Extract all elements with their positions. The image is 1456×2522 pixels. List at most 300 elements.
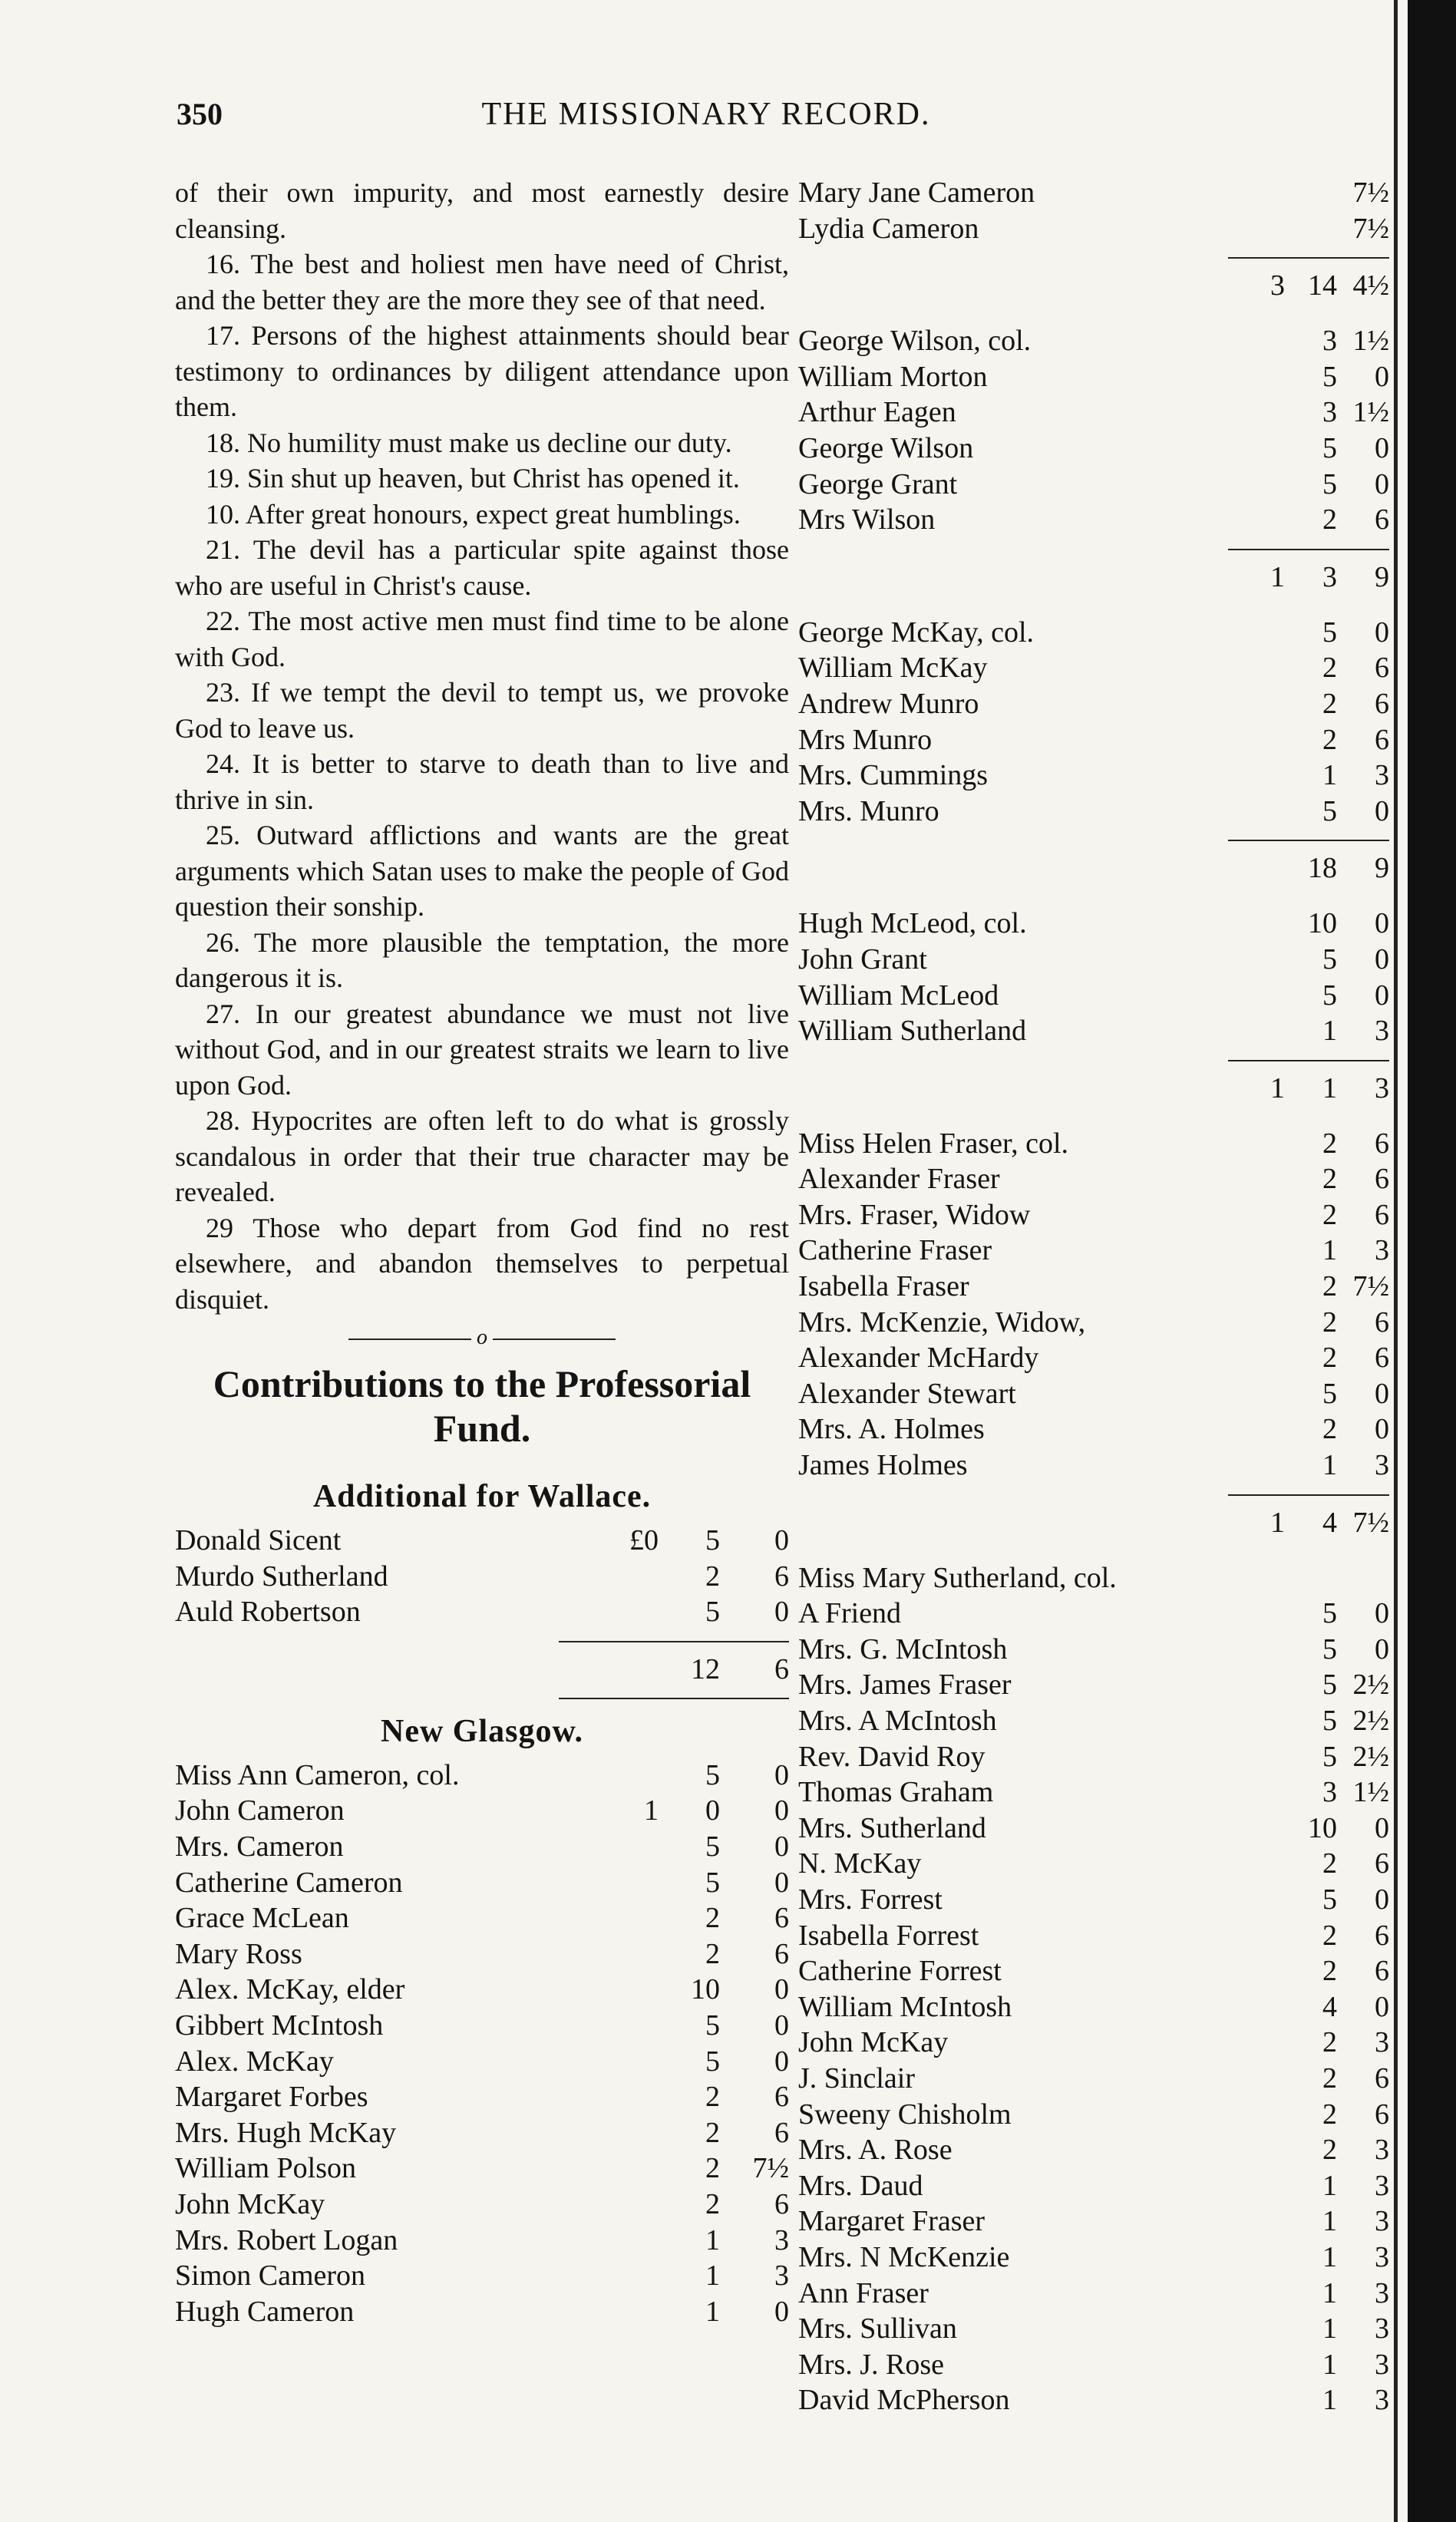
amount-a: [1231, 2382, 1285, 2418]
contributor-name: Alex. McKay: [175, 2045, 334, 2078]
amount-b: 5: [1322, 616, 1337, 649]
amount-a: [589, 2258, 659, 2294]
amount-b: 2: [1322, 1413, 1337, 1446]
amount-a: [1231, 431, 1285, 467]
amount-a: [1231, 1703, 1285, 1739]
amount-a: 1: [644, 1794, 659, 1827]
amount-c: 1½: [1352, 396, 1389, 429]
total-b: 12: [691, 1652, 720, 1685]
contribution-row: [798, 2203, 1389, 2240]
total-row: [798, 850, 1389, 886]
contribution-row: [798, 175, 1389, 211]
amount-b: 5: [705, 1866, 720, 1899]
wallace-heading: Additional for Wallace.: [312, 1479, 652, 1514]
amount-b: 1: [705, 2260, 720, 2293]
amount-a: [1231, 1953, 1285, 1989]
essay-paragraph: 10. After great honours, expect great humblings.: [206, 498, 741, 530]
contributor-name: Margaret Fraser: [798, 2205, 986, 2238]
amount-b: 0: [705, 1794, 720, 1827]
amount-c: 6: [1375, 723, 1389, 756]
amount-c: 3: [1375, 2312, 1389, 2345]
contributor-name: Alexander McHardy: [798, 1342, 1039, 1375]
section-divider: o: [175, 1320, 789, 1355]
contribution-row: [798, 431, 1389, 467]
essay-paragraph: 27. In our greatest abundance we must not live without God, and in our greatest straits we learn to live upon God.: [175, 998, 789, 1101]
contribution-row: [175, 1865, 789, 1901]
amount-a: [1231, 1233, 1285, 1269]
amount-a: [1231, 2311, 1285, 2347]
total-a: 1: [1270, 560, 1285, 593]
amount-b: 1: [705, 2223, 720, 2256]
amount-b: 1: [1322, 2384, 1337, 2417]
contributor-name: Alex. McKay, elder: [175, 1973, 405, 2006]
amount-a: [1231, 2203, 1285, 2240]
amount-a: [1231, 1411, 1285, 1448]
page-header: [177, 96, 1082, 142]
amount-c: 0: [1375, 1883, 1389, 1916]
total-rule: [1228, 1060, 1389, 1061]
contributor-name: John Cameron: [175, 1794, 345, 1827]
contributor-name: Mrs Wilson: [798, 503, 936, 536]
contributor-name: Simon Cameron: [175, 2260, 366, 2293]
amount-b: 1: [1322, 1234, 1337, 1267]
contributor-name: George Grant: [798, 467, 958, 500]
amount-a: [1231, 323, 1285, 359]
amount-c: 6: [1375, 1127, 1389, 1160]
amount-b: 5: [1322, 1377, 1337, 1410]
amount-b: 2: [1322, 1847, 1337, 1880]
contributor-name: William McIntosh: [798, 1990, 1012, 2023]
contributor-name: William McLeod: [798, 979, 999, 1012]
amount-a: [1231, 1448, 1285, 1484]
contribution-row: [798, 1953, 1389, 1989]
contributor-name: Mrs. G. McIntosh: [798, 1632, 1008, 1665]
amount-a: [589, 2151, 659, 2187]
essay-paragraph: 26. The more plausible the temptation, the more dangerous it is.: [175, 926, 789, 993]
amount-a: [1231, 1161, 1285, 1197]
amount-a: [589, 1758, 659, 1794]
essay-paragraph: 23. If we tempt the devil to tempt us, we provoke God to leave us.: [175, 677, 789, 744]
amount-a: [1231, 1989, 1285, 2025]
amount-c: 3: [1375, 1015, 1389, 1048]
amount-a: [589, 1865, 659, 1901]
amount-c: 6: [1375, 652, 1389, 685]
essay-paragraph: 25. Outward afflictions and wants are the great arguments which Satan uses to make the people of God question their sonship.: [175, 820, 789, 922]
contribution-row: [798, 1989, 1389, 2025]
amount-a: [1231, 1918, 1285, 1954]
amount-a: £0: [629, 1524, 659, 1556]
contributor-name: Mrs. Sutherland: [798, 1811, 986, 1844]
group-gap: [798, 1106, 1389, 1126]
amount-c: 6: [1375, 1919, 1389, 1952]
amount-b: 1: [1322, 1449, 1337, 1482]
amount-a: [1231, 502, 1285, 538]
amount-c: 0: [1375, 431, 1389, 464]
amount-a: [1231, 686, 1285, 722]
contributor-name: Mrs. McKenzie, Widow,: [798, 1306, 1086, 1339]
amount-c: 6: [1375, 1955, 1389, 1988]
essay-paragraph: 22. The most active men must find time to be alone with God.: [175, 606, 789, 672]
contribution-row: [175, 1829, 789, 1865]
amount-c: 2½: [1352, 1740, 1389, 1773]
section-title: Contributions to the Professorial Fund.: [213, 1362, 751, 1450]
contributor-name: Hugh McLeod, col.: [798, 907, 1027, 940]
amount-c: 6: [774, 1902, 789, 1935]
amount-a: [1231, 467, 1285, 503]
amount-a: [1231, 722, 1285, 758]
amount-b: 2: [705, 1902, 720, 1935]
running-head: THE MISSIONARY RECORD.: [481, 97, 931, 132]
total-row: [798, 1071, 1389, 1106]
amount-c: 3: [1375, 1449, 1389, 1482]
amount-c: 6: [774, 2081, 789, 2114]
amount-c: 0: [774, 1973, 789, 2006]
amount-a: [1231, 2347, 1285, 2383]
contribution-row: [798, 1448, 1389, 1484]
amount-b: 1: [1322, 2276, 1337, 2309]
amount-b: [1285, 175, 1337, 211]
total-spacer: [798, 268, 1231, 303]
contribution-row: [798, 359, 1389, 395]
amount-a: [1231, 2240, 1285, 2276]
amount-a: [1231, 1774, 1285, 1811]
contributor-name: Isabella Fraser: [798, 1270, 969, 1303]
contribution-row: [175, 1758, 789, 1794]
amount-a: [1231, 1126, 1285, 1162]
amount-b: 5: [1322, 979, 1337, 1012]
contributor-name: Mrs. Forrest: [798, 1883, 943, 1916]
amount-a: [1231, 1376, 1285, 1412]
amount-b: 5: [705, 1830, 720, 1863]
amount-c: 6: [1375, 503, 1389, 536]
amount-b: 2: [1322, 1270, 1337, 1303]
amount-b: [1285, 1560, 1337, 1596]
amount-c: 6: [1375, 1163, 1389, 1196]
amount-a: [1231, 1013, 1285, 1049]
contributor-name: Mrs. Cameron: [175, 1830, 344, 1863]
amount-a: [1231, 1340, 1285, 1376]
group-gap: [798, 303, 1389, 323]
amount-a: [589, 2294, 659, 2330]
total-row: [798, 560, 1389, 595]
amount-a: [589, 2223, 659, 2259]
contributor-name: Mrs Munro: [798, 723, 933, 756]
contributor-name: Mrs. Munro: [798, 794, 939, 827]
amount-c: 2½: [1352, 1705, 1389, 1737]
contribution-row: [175, 2044, 789, 2080]
contributor-name: Gibbert McIntosh: [175, 2009, 384, 2042]
amount-c: 3: [774, 2260, 789, 2293]
page-number: 350: [177, 97, 223, 131]
amount-a: [1231, 1560, 1285, 1596]
amount-b: 4: [1322, 1990, 1337, 2023]
contributor-name: Mrs. Cummings: [798, 759, 989, 792]
amount-a: [1231, 1739, 1285, 1775]
contribution-row: [798, 1596, 1389, 1632]
amount-b: [1285, 211, 1337, 247]
amount-a: [1231, 758, 1285, 794]
amount-c: 0: [774, 1794, 789, 1827]
amount-a: [589, 2187, 659, 2223]
amount-a: [589, 1559, 659, 1595]
amount-b: 2: [705, 1937, 720, 1970]
amount-b: 3: [1322, 325, 1337, 358]
contribution-row: [798, 2097, 1389, 2133]
contribution-row: [175, 1559, 789, 1595]
contributor-name: Andrew Munro: [798, 687, 979, 720]
amount-a: [1231, 2025, 1285, 2061]
amount-a: [1231, 1811, 1285, 1847]
contribution-row: [798, 942, 1389, 978]
contributor-name: Isabella Forrest: [798, 1919, 979, 1952]
essay-paragraph: 29 Those who depart from God find no rest elsewhere, and abandon themselves to perpetual disquiet.: [175, 1212, 789, 1315]
group-gap: [798, 1540, 1389, 1560]
contribution-row: [175, 1972, 789, 2008]
total-rule: [559, 1641, 789, 1642]
contributor-name: Mrs. A McIntosh: [798, 1705, 997, 1737]
contribution-row: [175, 2294, 789, 2330]
amount-c: 3: [1375, 759, 1389, 792]
contribution-row: [175, 2223, 789, 2259]
group-gap: [798, 595, 1389, 615]
total-rule: [1228, 840, 1389, 841]
amount-c: 0: [1375, 794, 1389, 827]
amount-b: 1: [1322, 2169, 1337, 2202]
amount-c: 3: [1375, 2205, 1389, 2238]
amount-b: 5: [1322, 1740, 1337, 1773]
amount-b: 2: [1322, 687, 1337, 720]
contribution-row: [798, 2025, 1389, 2061]
contributor-name: Hugh Cameron: [175, 2295, 355, 2328]
contribution-row: [175, 2258, 789, 2294]
amount-c: 6: [774, 1937, 789, 1970]
amount-c: 0: [1375, 942, 1389, 975]
total-spacer: [798, 1505, 1231, 1540]
left-column: [175, 175, 789, 2329]
amount-c: 6: [1375, 1847, 1389, 1880]
amount-c: 3: [1375, 2240, 1389, 2273]
contribution-row: [798, 1846, 1389, 1882]
amount-b: 5: [705, 1596, 720, 1629]
amount-c: 3: [1375, 1234, 1389, 1267]
amount-b: 1: [1322, 2312, 1337, 2345]
amount-c: 6: [1375, 2098, 1389, 2131]
amount-b: 1: [1322, 2348, 1337, 2381]
contribution-row: [798, 1197, 1389, 1233]
contributor-name: James Holmes: [798, 1449, 968, 1482]
contribution-row: [798, 758, 1389, 794]
amount-b: 2: [1322, 2062, 1337, 2095]
contributor-name: Sweeny Chisholm: [798, 2098, 1012, 2131]
contribution-row: [798, 650, 1389, 686]
contribution-row: [798, 1667, 1389, 1703]
contribution-row: [798, 794, 1389, 830]
total-c: 3: [1375, 1071, 1389, 1104]
amount-a: [1231, 2132, 1285, 2168]
amount-b: 3: [1322, 1776, 1337, 1809]
contribution-row: [798, 686, 1389, 722]
contributor-name: Ann Fraser: [798, 2276, 929, 2309]
amount-c: 0: [1375, 360, 1389, 393]
contributor-name: Mrs. A. Rose: [798, 2134, 953, 2167]
contribution-row: [798, 211, 1389, 247]
contributor-name: William Morton: [798, 360, 988, 393]
contributor-name: Margaret Forbes: [175, 2081, 368, 2114]
contribution-row: [798, 1269, 1389, 1305]
contribution-row: [175, 2115, 789, 2151]
total-b: 14: [1308, 269, 1337, 302]
total-c: 4½: [1352, 269, 1389, 302]
group-gap: [798, 886, 1389, 906]
contribution-row: [798, 615, 1389, 651]
amount-c: 0: [1375, 907, 1389, 940]
amount-b: 2: [1322, 1163, 1337, 1196]
contribution-row: [798, 2168, 1389, 2204]
amount-b: 5: [1322, 360, 1337, 393]
contribution-row: [798, 1882, 1389, 1918]
contribution-row: [175, 1594, 789, 1630]
amount-b: 5: [1322, 794, 1337, 827]
amount-a: [1231, 2061, 1285, 2097]
contributor-name: Alexander Fraser: [798, 1163, 1000, 1196]
contributor-name: Murdo Sutherland: [175, 1560, 388, 1593]
amount-c: 6: [774, 1560, 789, 1593]
amount-b: 1: [1322, 1015, 1337, 1048]
essay-paragraph: 21. The devil has a particular spite against those who are useful in Christ's cause.: [175, 534, 789, 601]
amount-a: [589, 2008, 659, 2044]
amount-a: [589, 1900, 659, 1936]
amount-b: 2: [1322, 503, 1337, 536]
amount-c: 3: [774, 2223, 789, 2256]
amount-a: [1231, 794, 1285, 830]
amount-c: 7½: [1352, 1270, 1389, 1303]
amount-a: [1231, 615, 1285, 651]
amount-b: 10: [691, 1973, 720, 2006]
amount-c: [1337, 1560, 1389, 1596]
contributor-name: John Grant: [798, 942, 927, 975]
contribution-row: [798, 978, 1389, 1014]
wallace-list: [175, 1523, 789, 1699]
contributor-name: Mrs. Daud: [798, 2169, 923, 2202]
amount-b: 5: [705, 1524, 720, 1556]
contributor-name: Arthur Eagen: [798, 396, 956, 429]
amount-a: [1231, 1197, 1285, 1233]
amount-b: 1: [1322, 2205, 1337, 2238]
amount-b: 2: [1322, 2134, 1337, 2167]
amount-c: 3: [1375, 2384, 1389, 2417]
amount-b: 10: [1308, 907, 1337, 940]
amount-a: [1231, 1596, 1285, 1632]
contribution-row: [175, 2079, 789, 2115]
contributor-name: Mrs. Sullivan: [798, 2312, 957, 2345]
amount-c: 0: [774, 1758, 789, 1791]
amount-c: 0: [1375, 1377, 1389, 1410]
amount-c: 0: [1375, 1413, 1389, 1446]
contributor-name: Catherine Forrest: [798, 1955, 1002, 1988]
amount-b: 2: [1322, 1198, 1337, 1231]
amount-b: 5: [1322, 1632, 1337, 1665]
total-b: 3: [1322, 560, 1337, 593]
amount-c: 3: [1375, 2134, 1389, 2167]
amount-b: 5: [1322, 1705, 1337, 1737]
contribution-row: [798, 2382, 1389, 2418]
contribution-row: [798, 2061, 1389, 2097]
contribution-row: [798, 323, 1389, 359]
contribution-row: [798, 1233, 1389, 1269]
new-glasgow-list: [175, 1758, 789, 2330]
contributor-name: Catherine Cameron: [175, 1866, 403, 1899]
amount-a: [1231, 906, 1285, 942]
contribution-row: [798, 394, 1389, 431]
contributor-name: J. Sinclair: [798, 2062, 915, 2095]
amount-c: 6: [1375, 687, 1389, 720]
amount-c: 7½: [752, 2152, 789, 2185]
contribution-row: [798, 2347, 1389, 2383]
amount-c: 0: [774, 2045, 789, 2078]
contribution-row: [798, 1811, 1389, 1847]
amount-b: 5: [705, 2045, 720, 2078]
contributor-name: Mrs. J. Rose: [798, 2348, 945, 2381]
total-c: 9: [1375, 852, 1389, 885]
total-c: 6: [774, 1652, 789, 1685]
amount-a: [589, 1936, 659, 1972]
amount-b: 1: [1322, 2240, 1337, 2273]
contributor-name: Grace McLean: [175, 1902, 349, 1935]
total-a: [589, 1652, 659, 1687]
total-c: 7½: [1352, 1506, 1389, 1539]
contribution-row: [798, 2276, 1389, 2312]
amount-b: 5: [1322, 1883, 1337, 1916]
amount-a: [1231, 978, 1285, 1014]
contribution-row: [798, 2311, 1389, 2347]
amount-c: 3: [1375, 2348, 1389, 2381]
contribution-row: [798, 1918, 1389, 1954]
amount-b: 5: [1322, 1597, 1337, 1630]
amount-a: [1231, 650, 1285, 686]
contribution-row: [798, 2132, 1389, 2168]
contributor-name: Mrs. Robert Logan: [175, 2223, 398, 2256]
essay-paragraph: 24. It is better to starve to death than to live and thrive in sin.: [175, 748, 789, 815]
total-a: [1231, 850, 1285, 886]
amount-b: 5: [1322, 467, 1337, 500]
amount-c: 6: [774, 2116, 789, 2149]
total-rule: [1228, 257, 1389, 259]
total-b: 4: [1322, 1506, 1337, 1539]
amount-a: [589, 1972, 659, 2008]
scan-edge: [1408, 0, 1456, 2522]
amount-b: 2: [1322, 1919, 1337, 1952]
contribution-row: [798, 502, 1389, 538]
contributor-name: Thomas Graham: [798, 1776, 994, 1809]
contributor-name: Alexander Stewart: [798, 1377, 1016, 1410]
section-rule: [559, 1698, 789, 1699]
amount-b: 5: [705, 1758, 720, 1791]
amount-b: 5: [705, 2009, 720, 2042]
amount-c: 0: [1375, 979, 1389, 1012]
amount-a: [1231, 1667, 1285, 1703]
amount-b: 2: [1322, 1342, 1337, 1375]
contributor-name: Mrs. Fraser, Widow: [798, 1198, 1031, 1231]
contributor-name: Mrs. A. Holmes: [798, 1413, 985, 1446]
amount-b: 10: [1308, 1811, 1337, 1844]
amount-a: [1231, 2168, 1285, 2204]
contribution-row: [175, 2187, 789, 2223]
contributor-name: George McKay, col.: [798, 616, 1035, 649]
amount-b: 2: [1322, 1955, 1337, 1988]
contribution-row: [175, 2151, 789, 2187]
contributor-name: William McKay: [798, 652, 988, 685]
amount-c: 0: [1375, 467, 1389, 500]
